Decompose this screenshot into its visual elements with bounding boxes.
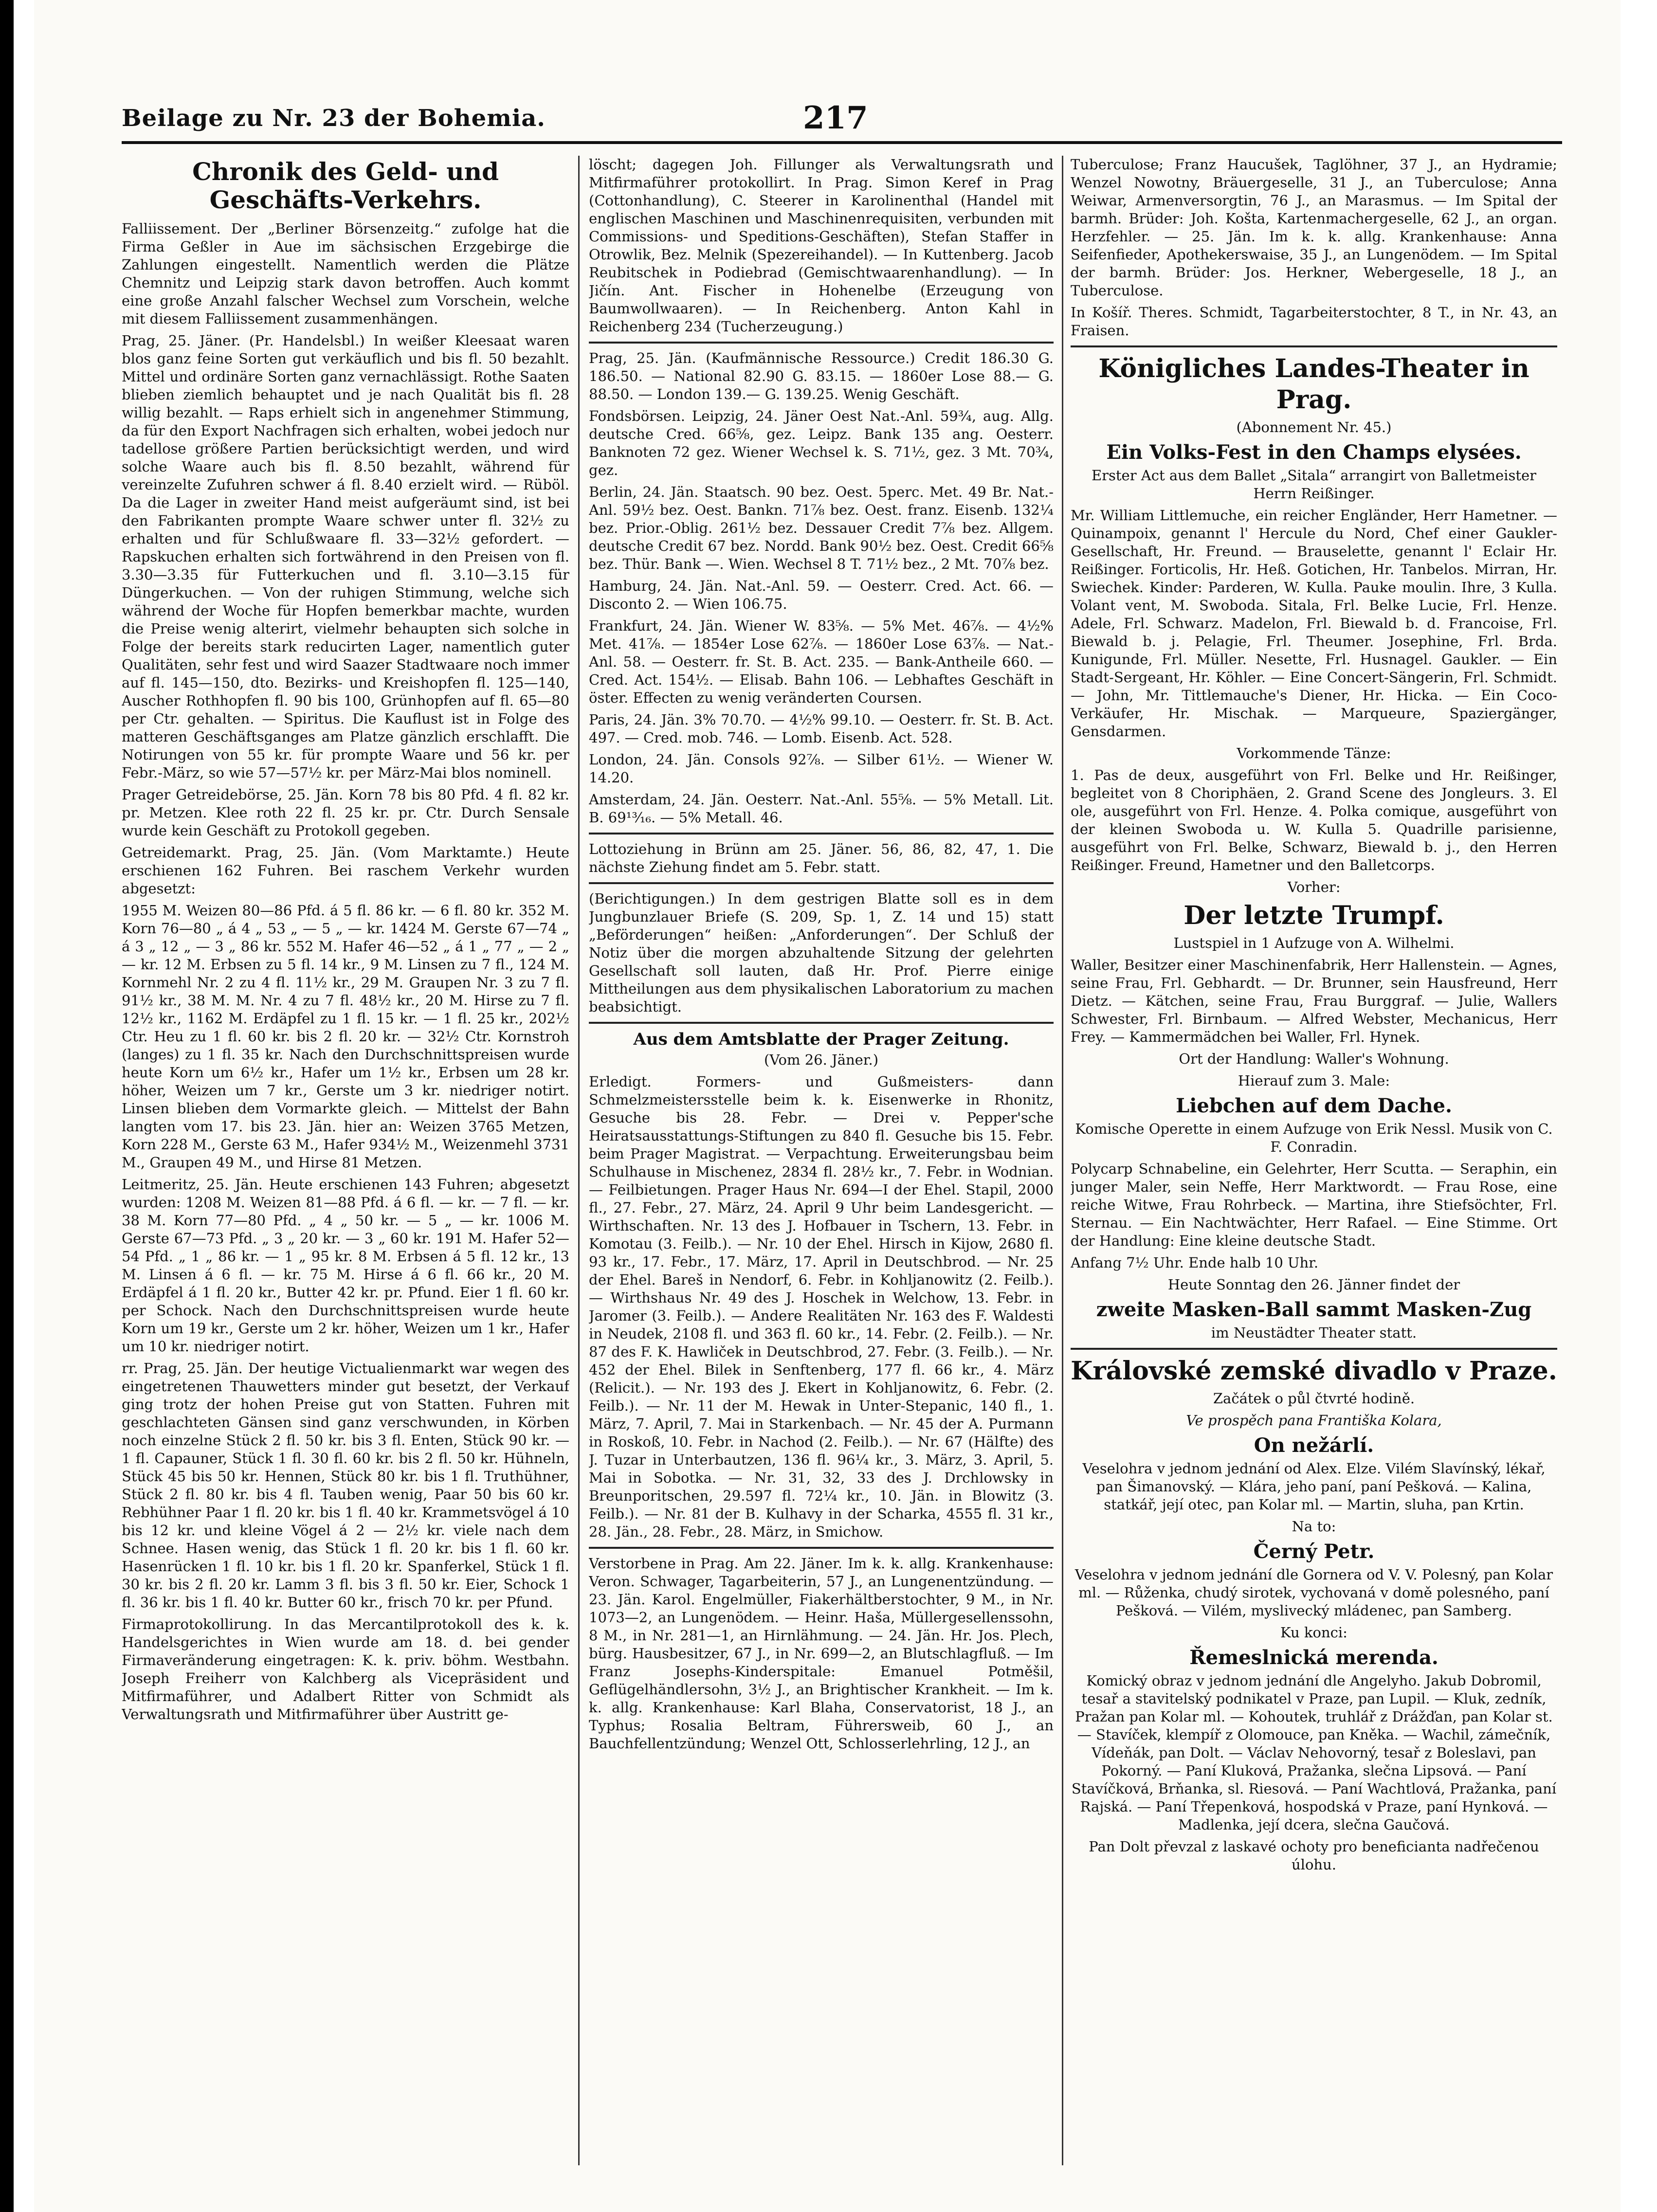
before-note: Vorher: bbox=[1287, 879, 1341, 895]
article-paragraph: Falliissement. Der „Berliner Börsenzeitg.“ zufolge hat die Firma Geßler in Aue im sächsischen Erzgebirge die Zahlungen eingestellt. Namentlich werden die Plätze Chemnitz und Leipzig stark davon betroffen. Auch kommt eine große Anzahl falscher Wechsel zum Vorschein, welche mit diesem Falliissement zusammenhängen. bbox=[122, 220, 569, 327]
abonnement-note: (Abonnement Nr. 45.) bbox=[1236, 419, 1392, 435]
article-paragraph: Hamburg, 24. Jän. Nat.-Anl. 59. — Oesterr. Cred. Act. 66. — Disconto 2. — Wien 106.75. bbox=[589, 578, 1054, 612]
play-note: Komische Operette in einem Aufzuge von Erik Nessl. Musik von C. F. Conradin. bbox=[1075, 1121, 1553, 1155]
next-note: Hierauf zum 3. Male: bbox=[1238, 1072, 1390, 1089]
column-2 bbox=[589, 156, 1054, 2190]
column-divider bbox=[1062, 156, 1063, 2165]
article-paragraph: Erledigt. Formers- und Gußmeisters- dann Schmelzmeistersstelle beim k. k. Eisenwerke in Rhonitz, Gesuche bis 28. Febr. — Drei v. Pepper'sche Heiratsausstattungs-Stiftungen zu 840 fl. Gesuche bis 15. Febr. beim Prager Magistrat. — Verpachtung. Erweiterungsbau beim Schulhause in Mischenez, 2834 fl. 28½ kr., 7. Febr. in Wodnian. — Feilbietungen. Prager Haus Nr. 694—I der Ehel. Stapil, 2000 fl., 27. Febr., 27. März, 24. April 9 Uhr beim Landesgericht. — Wirthschaften. Nr. 13 des J. Hofbauer in Tschern, 13. Febr. in Komotau (3. Feilb.). — Nr. 10 der Ehel. Hirsch in Kijow, 2680 fl. 93 kr., 17. Febr., 17. März, 17. April in Deutschbrod. — Nr. 25 der Ehel. Bareš in Nendorf, 6. Febr. in Kohljanowitz (2. Feilb.). — Wirthshaus Nr. 49 des J. Hoschek in Welchow, 13. Febr. in Jaromer (3. Feilb.). — Andere Realitäten Nr. 163 des F. Waldesti in Neudek, 2108 fl. und 363 fl. 60 kr., 14. Febr. (2. Feilb.). — Nr. 87 des F. K. Hawliček in Deutschbrod, 27. Febr. (3. Feilb.). — Nr. 452 der Ehel. Bilek in Senftenberg, 177 fl. 66 kr., 4. März (Relicit.). — Nr. 193 des J. Ekert in Kohljanowitz, 6. Febr. (2. Feilb.). — Nr. 11 der M. Hewak in Unter-Stepanic, 140 fl., 1. März, 7. April, 7. Mai in Starkenbach. — Nr. 45 der A. Purmann in Roskoß, 10. Febr. in Nachod (2. Feilb.). — Nr. 67 (Hälfte) des J. Tuzar in Unterbautzen, 136 fl. 96¼ kr., 3. März, 3. April, 5. Mai in Sobotka. — Nr. 31, 32, 33 des J. Drchlowsky in Breunporitschen, 29.597 fl. 72¼ kr., 10. Jän. in Blowitz (3. Feilb.). — Nr. 81 der B. Kulhavy in der Scharka, 4555 fl. 31 kr., 28. Jän., 28. Febr., 28. März, in Smichow. bbox=[589, 1073, 1054, 1540]
section-heading: Aus dem Amtsblatte der Prager Zeitung. bbox=[633, 1030, 1009, 1049]
play-note: Erster Act aus dem Ballet „Sitala“ arrangirt von Balletmeister Herrn Reißinger. bbox=[1091, 467, 1537, 502]
supplement-title: Beilage zu Nr. 23 der Bohemia. bbox=[122, 105, 546, 132]
article-paragraph: London, 24. Jän. Consols 92⅞. — Silber 61½. — Wiener W. 14.20. bbox=[589, 751, 1054, 786]
dances-list: 1. Pas de deux, ausgeführt von Frl. Belke und Hr. Reißinger, begleitet von 8 Choriphäen, 2. Grand Scene des Jongleurs. 3. El ole, ausgeführt von Frl. Henze. 4. Polka comique, ausgeführt von der kleinen Swoboda u. W. Kulla 5. Quadrille parisienne, ausgeführt von Frl. Belke, Schwarz, Biewald b. j., den Herren Reißinger. Freund, Hametner und den Balletcorps. bbox=[1071, 767, 1557, 873]
czech-note: Začátek o půl čtvrté hodině. bbox=[1213, 1390, 1415, 1407]
scan-border bbox=[0, 0, 14, 2212]
page-header bbox=[122, 100, 1557, 139]
czech-cast: Veselohra v jednom jednání dle Gornera od V. V. Polesný, pan Kolar ml. — Růženka, chudý sirotek, vychovaná v domě polesného, paní Pešková. — Vilém, myslivecký mládenec, pan Samberg. bbox=[1074, 1566, 1553, 1619]
czech-play-title: Černý Petr. bbox=[1253, 1540, 1375, 1563]
play-note: Lustspiel in 1 Aufzuge von A. Wilhelmi. bbox=[1173, 935, 1455, 951]
article-paragraph: Getreidemarkt. Prag, 25. Jän. (Vom Marktamte.) Heute erschienen 162 Fuhren. Bei raschem Verkehr wurden abgesetzt: bbox=[122, 844, 569, 897]
article-paragraph: Lottoziehung in Brünn am 25. Jäner. 56, 86, 82, 47, 1. Die nächste Ziehung findet am 5. Febr. statt. bbox=[589, 841, 1054, 875]
column-3 bbox=[1071, 156, 1557, 2190]
section-rule bbox=[1071, 345, 1557, 347]
article-paragraph: Prag, 25. Jän. (Kaufmännische Ressource.) Credit 186.30 G. 186.50. — National 82.90 G. 83.15. — 1860er Lose 88.— G. 88.50. — London 139.— G. 139.25. Wenig Geschäft. bbox=[589, 350, 1054, 402]
article-paragraph: Verstorbene in Prag. Am 22. Jäner. Im k. k. allg. Krankenhause: Veron. Schwager, Tagarbeiterin, 57 J., an Lungenentzündung. — 23. Jän. Karol. Engelmüller, Fiakerhältberstochter, 9 M., in Nr. 1073—2, an Lungenödem. — Heinr. Haša, Müllergesellenssohn, 8 M., in Nr. 281—1, an Hirnlähmung. — 24. Jän. Hr. Jos. Plech, bürg. Hausbesitzer, 67 J., in Nr. 699—2, an Blutschlagfluß. — Im Franz Josephs-Kinderspitale: Emanuel Potměšil, Geflügelhändlersohn, 3½ J., an Brightischer Krankheit. — Im k. k. allg. Krankenhause: Karl Blaha, Conservatorist, 18 J., an Typhus; Rosalia Beltram, Führersweib, 60 J., an Bauchfellentzündung; Wenzel Ott, Schlosserlehrling, 12 J., an bbox=[589, 1555, 1054, 1752]
play-title: Der letzte Trumpf. bbox=[1184, 901, 1444, 930]
czech-note: Na to: bbox=[1292, 1518, 1336, 1535]
article-paragraph: löscht; dagegen Joh. Fillunger als Verwaltungsrath und Mitfirmaführer protokollirt. In Prag. Simon Keref in Prag (Cottonhandlung), C. Steerer in Karolinenthal (Handel mit englischen Maschinen und Maschinenrequisiten, verbunden mit Commissions- und Speditions-Geschäften), Stefan Staffer in Otrowlik, Bez. Melnik (Spezereihandel). — In Kuttenberg. Jacob Reubitschek in Podiebrad (Gemischtwaarenhandlung). — In Jičín. Ant. Fischer in Hohenelbe (Erzeugung von Baumwollwaaren). — In Reichenberg. Anton Kahl in Reichenberg 234 (Tucherzeugung.) bbox=[589, 156, 1054, 335]
article-paragraph: Fondsbörsen. Leipzig, 24. Jäner Oest Nat.-Anl. 59¾, aug. Allg. deutsche Cred. 66⅝, gez. Leipz. Bank 135 ang. Oesterr. Banknoten 72 gez. Wiener Wechsel k. S. 71½, gez. 3 Mt. 70¾, gez. bbox=[589, 408, 1054, 478]
czech-play-title: Řemeslnická merenda. bbox=[1189, 1646, 1438, 1669]
article-paragraph: Prag, 25. Jäner. (Pr. Handelsbl.) In weißer Kleesaat waren blos ganz feine Sorten gut verkäuflich und bis fl. 50 bezahlt. Mittel und ordinäre Sorten ganz vernachlässigt. Rothe Saaten blieben ziemlich behauptet und je nach Qualität bis fl. 28 willig bezahlt. — Raps erhielt sich in angenehmer Stimmung, da für den Export Nachfragen sich erhalten, wobei jedoch nur tadellose größere Partien berücksichtigt werden, und wird solche Waare auch bis fl. 8.50 bezahlt, während für vereinzelte Zufuhren schwer á fl. 8.40 erzielt wird. — Rüböl. Da die Lager in zweiter Hand meist aufgeräumt sind, ist bei den Fabrikanten prompte Waare schwer unter fl. 32½ zu erhalten und für Schlußwaare fl. 33—32½ gefordert. — Rapskuchen erhalten sich fortwährend in den Preisen von fl. 3.30—3.35 für Futterkuchen und fl. 3.10—3.15 für Düngerkuchen. — Von der ruhigen Stimmung, welche sich während der Woche für Hopfen bemerkbar machte, wurden die Preise wenig alterirt, vielmehr behaupten sich solche in Folge der bereits stark reducirten Lager, namentlich guter Qualitäten, sehr fest und wird Saazer Stadtwaare noch immer auf fl. 145—150, dto. Bezirks- und Kreishopfen fl. 125—140, Auscher Rothhopfen fl. 90 bis 100, Grünhopfen auf fl. 65—80 per Ctr. gehalten. — Spiritus. Die Kauflust ist in Folge des matteren Geschäftsganges am Platze gänzlich erschlafft. Die Notirungen von 55 kr. für prompte Waare und 56 kr. per Febr.-März, so wie 57—57½ kr. per März-Mai blos nominell. bbox=[122, 332, 569, 781]
article-paragraph: Prager Getreidebörse, 25. Jän. Korn 78 bis 80 Pfd. 4 fl. 82 kr. pr. Metzen. Klee roth 22 fl. 25 kr. pr. Ctr. Durch Sensale wurde kein Geschäft zu Protokoll gegeben. bbox=[122, 786, 569, 839]
article-paragraph: Leitmeritz, 25. Jän. Heute erschienen 143 Fuhren; abgesetzt wurden: 1208 M. Weizen 81—88 Pfd. á 6 fl. — kr. — 7 fl. — kr. 38 M. Korn 77—80 Pfd. „ 4 „ 50 kr. — 5 „ — kr. 1006 M. Gerste 67—73 Pfd. „ 3 „ 20 kr. — 3 „ 60 kr. 191 M. Hafer 52—54 Pfd. „ 1 „ 86 kr. — 1 „ 95 kr. 8 M. Erbsen á 5 fl. 12 kr., 13 M. Linsen á 6 fl. — kr. 75 M. Hirse á 6 fl. 66 kr., 20 M. Erdäpfel á 1 fl. 20 kr., Butter 42 kr. pr. Pfund. Eier 1 fl. 60 kr. per Schock. Nach den Durchschnittspreisen wurde heute Korn um 19 kr., Gerste um 2 kr. höher, Weizen um 1 kr., Hafer um 10 kr. niedriger notirt. bbox=[122, 1176, 569, 1355]
section-rule bbox=[1071, 1348, 1557, 1350]
newspaper-page bbox=[34, 0, 1621, 2212]
section-rule bbox=[589, 342, 1054, 344]
ball-location: im Neustädter Theater statt. bbox=[1211, 1324, 1417, 1341]
czech-note: Pan Dolt převzal z laskavé ochoty pro beneficianta nadřečenou úlohu. bbox=[1089, 1838, 1539, 1873]
cast-list: Mr. William Littlemuche, ein reicher Engländer, Herr Hametner. — Quinampoix, genannt l' Hercule du Nord, Chef einer Gaukler-Gesellschaft, Hr. Freund. — Brauselette, genannt l' Eclair Hr. Reißinger. Forticolis, Hr. Heß. Gotichen, Hr. Tanbelos. Mirran, Hr. Swiechek. Kinder: Parderen, W. Kulla. Pauke moulin. Ihre, 3 Kulla. Volant vent, M. Swoboda. Sitala, Frl. Belke Lucie, Frl. Henze. Adele, Frl. Schwarz. Madelon, Frl. Biewald b. d. Francoise, Frl. Biewald b. j. Pelagie, Frl. Theumer. Josephine, Frl. Brda. Kunigunde, Frl. Müller. Nesette, Frl. Husnagel. Gaukler. — Ein Stadt-Sergeant, Hr. Köhler. — Eine Concert-Sängerin, Frl. Schmidt. — John, Mr. Tittlemauche's Diener, Hr. Hicka. — Ein Coco-Verkäufer, Hr. Mischak. — Marqueure, Spaziergänger, Gensdarmen. bbox=[1071, 507, 1557, 740]
article-paragraph: 1955 M. Weizen 80—86 Pfd. á 5 fl. 86 kr. — 6 fl. 80 kr. 352 M. Korn 76—80 „ á 4 „ 53 „ — 5 „ — kr. 1424 M. Gerste 67—74 „ á 3 „ 12 „ — 3 „ 86 kr. 552 M. Hafer 46—52 „ á 1 „ 77 „ — 2 „ — kr. 12 M. Erbsen zu 5 fl. 14 kr., 9 M. Linsen zu 7 fl., 124 M. Kornmehl Nr. 2 zu 4 fl. 11½ kr., 29 M. Graupen Nr. 3 zu 7 fl. 91½ kr., 38 M. M. Nr. 4 zu 7 fl. 48½ kr., 20 M. Hirse zu 7 fl. 12½ kr., 1162 M. Erdäpfel zu 1 fl. 15 kr. — 1 fl. 25 kr., 202½ Ctr. Heu zu 1 fl. 60 kr. bis 2 fl. 20 kr. — 32½ Ctr. Kornstroh (langes) zu 1 fl. 35 kr. Nach den Durchschnittspreisen wurde heute Korn um 6½ kr., Hafer um 1½ kr., Erbsen um 28 kr. höher, Weizen um 7 kr., Gerste um 3 kr. niedriger notirt. Linsen blieben dem Vormarkte gleich. — Mittelst der Bahn langten vom 17. bis 23. Jän. hier an: Weizen 3765 Metzen, Korn 228 M., Gerste 63 M., Hafer 934½ M., Weizenmehl 3731 M., Graupen 49 M., und Hirse 81 Metzen. bbox=[122, 902, 569, 1171]
theatre-title: Königliches Landes-Theater in Prag. bbox=[1098, 354, 1530, 415]
article-paragraph: In Košíř. Theres. Schmidt, Tagarbeiterstochter, 8 T., in Nr. 43, an Fraisen. bbox=[1071, 304, 1557, 339]
cast-list: Waller, Besitzer einer Maschinenfabrik, Herr Hallenstein. — Agnes, seine Frau, Frl. Gebhardt. — Dr. Brunner, sein Hausfreund, Herr Dietz. — Kätchen, seine Frau, Frau Burggraf. — Julie, Wallers Schwester, Frl. Birnbaum. — Alfred Webster, Mechanicus, Herr Frey. — Kammermädchen bei Waller, Frl. Hynek. bbox=[1071, 957, 1557, 1045]
czech-play-title: On nežárlí. bbox=[1254, 1434, 1374, 1457]
ball-title: zweite Masken-Ball sammt Masken-Zug bbox=[1096, 1298, 1532, 1321]
article-paragraph: Berlin, 24. Jän. Staatsch. 90 bez. Oest. 5perc. Met. 49 Br. Nat.-Anl. 59½ bez. Oest. Bankn. 71⅞ bez. Oest. franz. Eisenb. 132¼ bez. Prior.-Oblig. 261½ bez. Dessauer Credit 7⅞ bez. Allgem. deutsche Credit 67 bez. Nordd. Bank 90½ bez. Oest. Credit 66⅝ bez. Thür. Bank —. Wien. Wechsel 8 T. 71½ bez., 2 Mt. 70⅞ bez. bbox=[589, 484, 1054, 572]
dances-heading: Vorkommende Tänze: bbox=[1237, 745, 1391, 762]
czech-cast: Komický obraz v jednom jednání dle Angelyho. Jakub Dobromil, tesař a stavitelský podnikatel v Praze, pan Lupil. — Kluk, zedník, Pražan pan Kolar ml. — Kohoutek, truhlář z Drážďan, pan Kolar st. — Stavíček, klempíř z Olomouce, pan Kněka. — Wachil, zámečník, Vídeňák, pan Dolt. — Václav Nehovorný, tesař z Boleslavi, pan Pokorný. — Paní Kluková, Pražanka, slečna Lipsová. — Paní Stavíčková, Brňanka, sl. Riesová. — Paní Wachtlová, Pražanka, paní Rajská. — Paní Třepenková, hospodská v Praze, paní Hynková. — Madlenka, její dcera, slečna Gaučová. bbox=[1071, 1672, 1557, 1833]
article-paragraph: Frankfurt, 24. Jän. Wiener W. 83⅝. — 5% Met. 46⅞. — 4½% Met. 41⅞. — 1854er Lose 62⅞. — 1860er Lose 63⅞. — Nat.-Anl. 58. — Oesterr. fr. St. B. Act. 235. — Bank-Antheile 660. — Cred. Act. 154½. — Elisab. Bahn 106. — Lebhaftes Geschäft in öster. Effecten zu wenig veränderten Coursen. bbox=[589, 617, 1054, 706]
section-rule bbox=[589, 882, 1054, 884]
ball-intro: Heute Sonntag den 26. Jänner findet der bbox=[1167, 1276, 1460, 1293]
article-paragraph: (Berichtigungen.) In dem gestrigen Blatte soll es in dem Jungbunzlauer Briefe (S. 209, Sp. 1, Z. 14 und 15) statt „Beförderungen“ heißen: „Anforderungen“. Der Schluß der Notiz über die morgen abzuhaltende Sitzung der gelehrten Gesellschaft soll lauten, daß Hr. Prof. Pierre einige Mittheilungen aus dem physikalischen Laboratorium zu machen beabsichtigt. bbox=[589, 890, 1054, 1015]
column-divider bbox=[578, 156, 580, 2165]
header-rule bbox=[122, 141, 1562, 144]
section-date: (Vom 26. Jäner.) bbox=[764, 1052, 879, 1068]
cast-list: Polycarp Schnabeline, ein Gelehrter, Herr Scutta. — Seraphin, ein junger Maler, sein Neffe, Herr Marktwordt. — Frau Rose, eine reiche Witwe, Frau Rohrbeck. — Martina, ihre Stiefsöchter, Frl. Sternau. — Ein Nachtwächter, Herr Rafael. — Eine Stimme. Ort der Handlung: Eine kleine deutsche Stadt. bbox=[1071, 1160, 1557, 1249]
article-paragraph: Paris, 24. Jän. 3% 70.70. — 4½% 99.10. — Oesterr. fr. St. B. Act. 497. — Cred. mob. 746. — Lomb. Eisenb. Act. 528. bbox=[589, 711, 1054, 746]
czech-benefit: Ve prospěch pana Františka Kolara, bbox=[1186, 1412, 1442, 1429]
article-paragraph: rr. Prag, 25. Jän. Der heutige Victualienmarkt war wegen des eingetretenen Thauwetters minder gut besetzt, der Verkauf ging trotz der hohen Preise gut von Statten. Fuhren mit geschlachteten Gänsen sind ganz verschwunden, in Körben noch einzelne Stück 2 fl. 50 kr. bis 3 fl. Enten, Stück 90 kr. — 1 fl. Capauner, Stück 1 fl. 30 fl. 60 kr. bis 2 fl. 50 kr. Hühneln, Stück 45 bis 50 kr. Hennen, Stück 80 kr. bis 1 fl. Truthühner, Stück 2 fl. 80 kr. bis 4 fl. Tauben wenig, Paar 50 bis 60 kr. Rebhühner Paar 1 fl. 20 kr. bis 1 fl. 40 kr. Krammetsvögel á 10 bis 12 kr. und kleine Vögel á 2 — 2½ kr. viele nach dem Schnee. Hasen wenig, das Stück 1 fl. 20 kr. bis 1 fl. 60 kr. Hasenrücken 1 fl. 10 kr. bis 1 fl. 20 kr. Spanferkel, Stück 1 fl. 30 kr. bis 2 fl. 20 kr. Lamm 3 fl. bis 3 fl. 50 kr. Eier, Schock 1 fl. 36 kr. bis 1 fl. 40 kr. Butter 60 kr., frisch 70 kr. per Pfund. bbox=[122, 1360, 569, 1611]
play-title: Liebchen auf dem Dache. bbox=[1176, 1094, 1452, 1117]
section-rule bbox=[589, 833, 1054, 834]
column-1 bbox=[122, 156, 569, 2190]
czech-theatre-title: Královské zemské divadlo v Praze. bbox=[1071, 1356, 1557, 1386]
article-paragraph: Firmaprotokollirung. In das Mercantilprotokoll des k. k. Handelsgerichtes in Wien wurde am 18. d. bei gender Firmaveränderung eingetragen: K. k. priv. böhm. Westbahn. Joseph Freiherr von Kalchberg als Vicepräsident und Mitfirmaführer, und Adalbert Ritter von Schmidt als Verwaltungsrath und Mitfirmaführer über Austritt ge- bbox=[122, 1616, 569, 1722]
article-paragraph: Amsterdam, 24. Jän. Oesterr. Nat.-Anl. 55⅝. — 5% Metall. Lit. B. 69¹³⁄₁₆. — 5% Metall. 46. bbox=[589, 791, 1054, 826]
section-rule bbox=[589, 1022, 1054, 1024]
section-title: Chronik des Geld- und Geschäfts-Verkehrs. bbox=[192, 157, 499, 214]
showtime: Anfang 7½ Uhr. Ende halb 10 Uhr. bbox=[1071, 1254, 1319, 1271]
czech-cast: Veselohra v jednom jednání od Alex. Elze. Vilém Slavínský, lékař, pan Šimanovský. — Klára, jeho paní, paní Pešková. — Kalina, statkář, její otec, pan Kolar ml. — Martin, sluha, pan Krtin. bbox=[1082, 1460, 1546, 1513]
page-number: 217 bbox=[803, 100, 868, 136]
article-paragraph: Tuberculose; Franz Haucušek, Taglöhner, 37 J., an Hydramie; Wenzel Nowotny, Bräuergeselle, 31 J., an Tuberculose; Anna Weiwar, Armenversorgtin, 76 J., an Marasmus. — Im Spital der barmh. Brüder: Joh. Košta, Kartenmachergeselle, 62 J., an organ. Herzfehler. — 25. Jän. Im k. k. allg. Krankenhause: Anna Seifenfieder, Apothekerswaise, 35 J., an Lungenödem. — Im Spital der barmh. Brüder: Jos. Herkner, Webergeselle, 18 J., an Tuberculose. bbox=[1071, 156, 1557, 299]
section-rule bbox=[589, 1547, 1054, 1549]
play-location: Ort der Handlung: Waller's Wohnung. bbox=[1179, 1051, 1449, 1067]
play-title: Ein Volks-Fest in den Champs elysées. bbox=[1106, 441, 1522, 464]
czech-note: Ku konci: bbox=[1280, 1624, 1347, 1641]
